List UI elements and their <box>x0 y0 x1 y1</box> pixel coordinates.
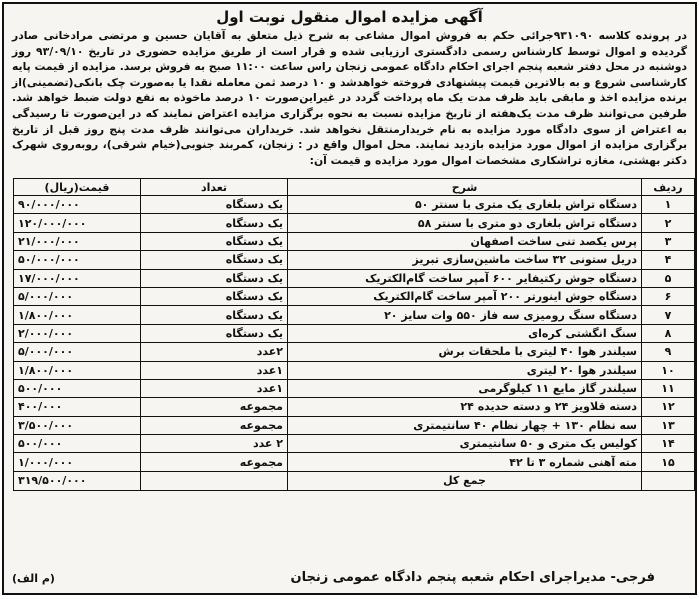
row-price: ۵۰۰/۰۰۰ <box>14 379 141 397</box>
row-number: ۹ <box>642 343 695 361</box>
row-description: دریل ستونی ۳۲ ساخت ماشین‌سازی تبریز <box>288 251 642 269</box>
notice-code: (م الف) <box>12 572 55 585</box>
row-description: سیلندر گاز مایع ۱۱ کیلوگرمی <box>288 379 642 397</box>
table-row <box>14 251 695 269</box>
table-row <box>14 416 695 434</box>
row-number: ۵ <box>642 269 695 287</box>
row-number: ۶ <box>642 287 695 305</box>
table-row <box>14 435 695 453</box>
table-header-row <box>14 179 695 196</box>
row-price: ۲۱/۰۰۰/۰۰۰ <box>14 232 141 250</box>
row-quantity: ۲عدد <box>141 343 288 361</box>
table-row <box>14 398 695 416</box>
row-price: ۵۰/۰۰۰/۰۰۰ <box>14 251 141 269</box>
row-number: ۳ <box>642 232 695 250</box>
row-quantity: یک دستگاه <box>141 196 288 214</box>
row-number: ۱ <box>642 196 695 214</box>
auction-notice <box>2 2 697 595</box>
row-number: ۱۵ <box>642 453 695 471</box>
row-number: ۱۰ <box>642 361 695 379</box>
row-description: سیلندر هوا ۲۰ لیتری <box>288 361 642 379</box>
row-quantity: یک دستگاه <box>141 324 288 342</box>
row-number: ۱۴ <box>642 435 695 453</box>
row-price: ۱/۰۰۰/۰۰۰ <box>14 453 141 471</box>
row-price: ۴۰۰/۰۰۰ <box>14 398 141 416</box>
table-row <box>14 306 695 324</box>
row-number: ۱۲ <box>642 398 695 416</box>
row-quantity: یک دستگاه <box>141 269 288 287</box>
row-quantity: مجموعه <box>141 453 288 471</box>
table-row <box>14 453 695 471</box>
row-quantity: یک دستگاه <box>141 287 288 305</box>
row-number: ۸ <box>642 324 695 342</box>
row-description: کولیس یک متری و ۵۰ سانتیمتری <box>288 435 642 453</box>
row-description: دستگاه سنگ رومیزی سه فاز ۵۵۰ وات سایز ۲۰ <box>288 306 642 324</box>
row-description: مته آهنی شماره ۳ تا ۴۲ <box>288 453 642 471</box>
table-row <box>14 214 695 232</box>
table-row <box>14 232 695 250</box>
row-quantity: یک دستگاه <box>141 251 288 269</box>
signature-line: فرجی- مدیراجرای احکام شعبه پنجم دادگاه عمومی زنجان <box>290 570 655 585</box>
row-description: دستگاه تراش بلغاری دو متری با سنتر ۵۸ <box>288 214 642 232</box>
row-description: دستگاه جوش رکتیفایر ۶۰۰ آمپر ساخت گام‌الکتریک <box>288 269 642 287</box>
header-description: شرح <box>288 179 642 196</box>
row-description: دسته قلاویز ۲۴ و دسته حدیده ۲۴ <box>288 398 642 416</box>
table-row <box>14 379 695 397</box>
table-total-row <box>14 471 695 490</box>
row-description: سنگ انگشتی کره‌ای <box>288 324 642 342</box>
row-description: پرس یکصد تنی ساخت اصفهان <box>288 232 642 250</box>
row-quantity: یک دستگاه <box>141 232 288 250</box>
row-price: ۵۰۰/۰۰۰ <box>14 435 141 453</box>
table-row <box>14 343 695 361</box>
row-price: ۵/۰۰۰/۰۰۰ <box>14 343 141 361</box>
row-description: دستگاه تراش بلغاری یک متری با سنتر ۵۰ <box>288 196 642 214</box>
table-row <box>14 287 695 305</box>
notice-body <box>12 28 687 168</box>
row-quantity: مجموعه <box>141 398 288 416</box>
notice-body-text: در پرونده کلاسه ۹۳۱۰۹۰جرائی حکم به فروش اموال مشاعی به شرح ذیل متعلق به آقایان حسین و مرتضی مرادخانی صادر گردیده و اموال توسط کارشناس رسمی دادگستری ارزیابی شده و قرار است از طریق مزایده حضوری در تاریخ ۹۳/۰۹/۱۰ روز دوشنبه در محل دفتر شعبه پنجم اجرای احکام دادگاه عمومی زنجان راس ساعت ۱۱:۰۰ صبح به فروش برسد. مزایده از قیمت پایه کارشناسی شروع و به بالاترین قیمت پیشنهادی فروخته خواهدشد و ۱۰ درصد ثمن معامله نقدا یا به‌صورت چک بانکی(تضمینی)از برنده مزایده اخذ و مابقی باید ظرف مدت یک ماه پرداخت گردد در غیراین‌صورت ۱۰ درصد ماخوذه به نفع دولت ضبط خواهد شد. طرفین می‌توانند ظرف مدت یک‌هفته از تاریخ مزایده نسبت به نحوه برگزاری مزایده اعتراض نمایند که در این‌صورت تا رسیدگی به اعتراض از سوی دادگاه مورد مزایده به نام خریدارمنتقل نخواهد شد. خریداران می‌توانند ظرف مدت پنج روز قبل از تاریخ برگزاری مزایده از اموال مورد مزایده بازدید نمایند. محل اموال واقع در : زنجان، کمربند جنوبی(خیام شرقی)، روبه‌روی شهرک دکتر بهشتی، مغازه تراشکاری مشخصات اموال مورد مزایده و قیمت آن: <box>12 29 687 167</box>
row-quantity: یک دستگاه <box>141 306 288 324</box>
row-price: ۱/۸۰۰/۰۰۰ <box>14 361 141 379</box>
row-number: ۴ <box>642 251 695 269</box>
total-empty-cell <box>642 471 695 490</box>
total-label: جمع کل <box>288 471 642 490</box>
row-description: سه نظام ۱۳۰ + چهار نظام ۴۰ سانتیمتری <box>288 416 642 434</box>
row-quantity: ۱عدد <box>141 379 288 397</box>
table-row <box>14 361 695 379</box>
row-number: ۲ <box>642 214 695 232</box>
header-price: قیمت(ریال) <box>14 179 141 196</box>
row-quantity: مجموعه <box>141 416 288 434</box>
row-quantity: یک دستگاه <box>141 214 288 232</box>
row-number: ۷ <box>642 306 695 324</box>
header-quantity: تعداد <box>141 179 288 196</box>
row-number: ۱۳ <box>642 416 695 434</box>
notice-title: آگهی مزایده اموال منقول نوبت اول <box>216 8 483 26</box>
row-price: ۱/۸۰۰/۰۰۰ <box>14 306 141 324</box>
row-description: دستگاه جوش اینورتر ۲۰۰ آمپر ساخت گام‌الکتریک <box>288 287 642 305</box>
row-price: ۳/۵۰۰/۰۰۰ <box>14 416 141 434</box>
row-quantity: ۲ عدد <box>141 435 288 453</box>
table-row <box>14 324 695 342</box>
total-empty-cell <box>141 471 288 490</box>
items-table <box>13 178 695 491</box>
row-number: ۱۱ <box>642 379 695 397</box>
table-row <box>14 196 695 214</box>
table-row <box>14 269 695 287</box>
row-price: ۹۰/۰۰۰/۰۰۰ <box>14 196 141 214</box>
row-price: ۱۷/۰۰۰/۰۰۰ <box>14 269 141 287</box>
row-description: سیلندر هوا ۴۰ لیتری با ملحقات برش <box>288 343 642 361</box>
header-row-number: ردیف <box>642 179 695 196</box>
total-value: ۳۱۹/۵۰۰/۰۰۰ <box>14 471 141 490</box>
row-price: ۵/۰۰۰/۰۰۰ <box>14 287 141 305</box>
row-quantity: ۱عدد <box>141 361 288 379</box>
row-price: ۱۲۰/۰۰۰/۰۰۰ <box>14 214 141 232</box>
row-price: ۲/۰۰۰/۰۰۰ <box>14 324 141 342</box>
